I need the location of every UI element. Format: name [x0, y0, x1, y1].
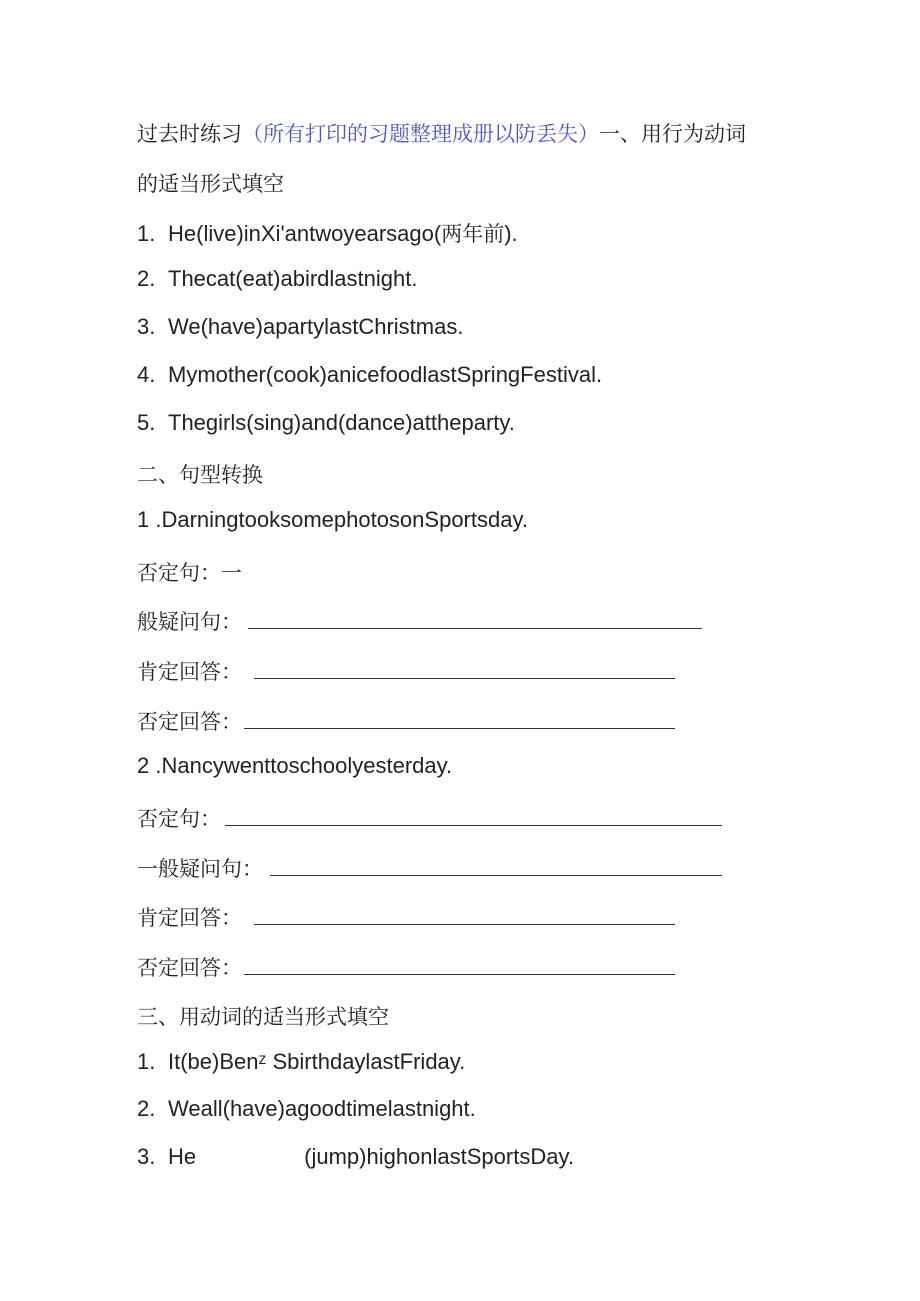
section2-q2-no-label: 否定回答：: [137, 956, 242, 980]
answer-line-q1-question[interactable]: [248, 628, 702, 629]
section1-item-4: 4. Mymother(cook)anicefoodlastSpringFestival.: [137, 362, 603, 387]
heading-section-1-title: 一、用行为动词: [599, 122, 746, 146]
answer-line-q2-yes[interactable]: [254, 924, 675, 925]
section2-q2-yes-label: 肯定回答：: [137, 906, 242, 930]
section2-q1-negative-label: 否定句：一: [137, 561, 242, 585]
section3-title: 三、用动词的适当形式填空: [137, 1005, 389, 1029]
answer-line-q2-negative[interactable]: [225, 825, 722, 826]
section2-q1-no-label: 否定回答：: [137, 710, 242, 734]
answer-line-q1-yes[interactable]: [254, 678, 675, 679]
section2-q2-negative-label: 否定句：: [137, 807, 221, 831]
section2-q2-question-label: 一般疑问句：: [137, 857, 263, 881]
section2-q1-yes-label: 肯定回答：: [137, 660, 242, 684]
answer-line-q2-no[interactable]: [244, 974, 675, 975]
section1-item-5: 5. Thegirls(sing)and(dance)attheparty.: [137, 410, 515, 435]
section3-item-3: 3. He (jump)highonlastSportsDay.: [137, 1144, 574, 1169]
heading-line-1: [137, 118, 746, 148]
heading-note: （所有打印的习题整理成册以防丢失）: [242, 122, 599, 146]
section1-item-1: 1. He(live)inXi'antwoyearsago(两年前).: [137, 221, 518, 246]
section3-item-2: 2. Weall(have)agoodtimelastnight.: [137, 1096, 476, 1121]
section3-item-1: 1. It(be)Benᶻ SbirthdaylastFriday.: [137, 1049, 466, 1074]
answer-line-q2-question[interactable]: [270, 875, 722, 876]
section2-q2-sentence: 2 .Nancywenttoschoolyesterday.: [137, 753, 453, 778]
section2-title: 二、句型转换: [137, 463, 263, 487]
section2-q1-question-label: 般疑问句：: [137, 610, 242, 634]
heading-line-2: 的适当形式填空: [137, 172, 284, 196]
answer-line-q1-no[interactable]: [244, 728, 675, 729]
section2-q1-sentence: 1 .DarningtooksomephotosonSportsday.: [137, 507, 528, 532]
heading-title: 过去时练习: [137, 122, 242, 146]
section1-item-2: 2. Thecat(eat)abirdlastnight.: [137, 266, 418, 291]
section1-item-3: 3. We(have)apartylastChristmas.: [137, 314, 464, 339]
